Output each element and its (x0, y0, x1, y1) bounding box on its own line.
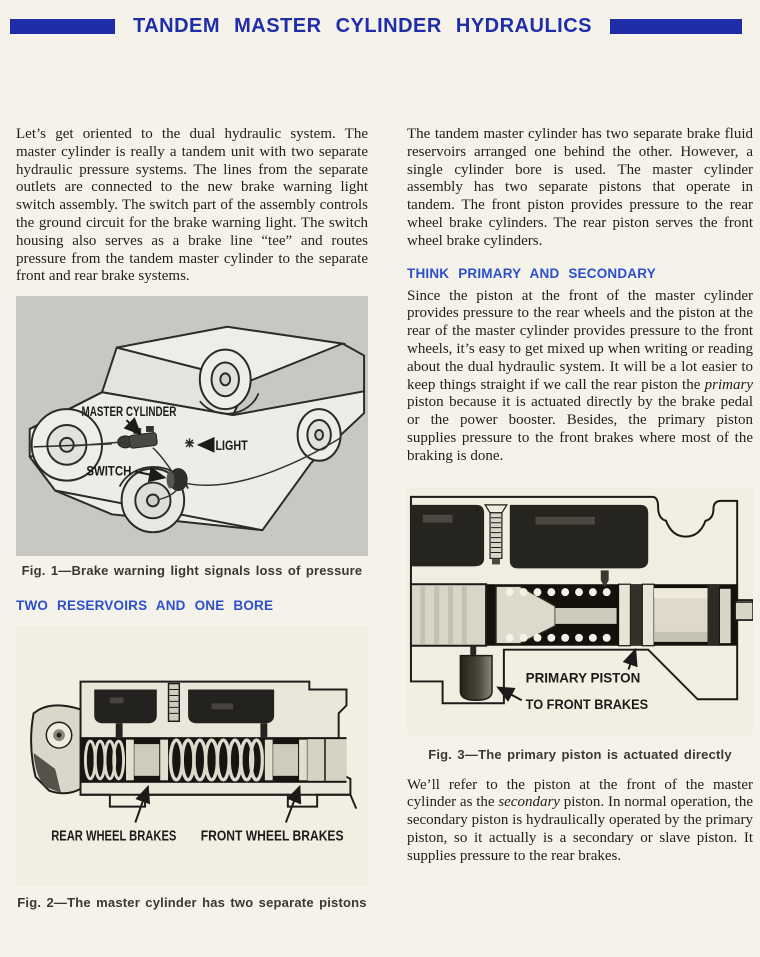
figure-3-caption: Fig. 3—The primary piston is actuated directly (428, 746, 732, 762)
figure-2-caption: Fig. 2—The master cylinder has two separate pistons (17, 895, 367, 911)
figure-1-caption: Fig. 1—Brake warning light signals loss of pressure (21, 563, 363, 579)
secondary-paragraph: We’ll refer to the piston at the front of the master cylinder as the secondary piston. In normal operation, the secondary piston is hydraulically operated by the primary piston, so it actually is a secondary or slave piston. It supplies pressure to the rear brakes. (407, 776, 753, 864)
intro-paragraph: Let’s get oriented to the dual hydraulic system. The master cylinder is really a tandem unit with two separate hydraulic pressure systems. The lines from the separate outlets are connected to the new brake warning light switch assembly. The switch part of the assembly controls the ground circuit for the brake warning light. The switch housing also serves as a brake line “tee” and routes pressure from the tandem master cylinder to the separate front and rear brake systems. (16, 126, 368, 285)
fig2-label-front-wheel-brakes: FRONT WHEEL BRAKES (200, 828, 344, 845)
right-column (407, 126, 753, 866)
primary-piston (264, 739, 346, 781)
fig3-label-to-front-brakes: TO FRONT BRAKES (525, 695, 649, 712)
figure-2-art (16, 626, 368, 886)
fig2-label-rear-wheel-brakes: REAR WHEEL BRAKES (51, 828, 177, 845)
figure-3-art (407, 487, 753, 735)
fig1-label-switch: SWITCH (86, 463, 132, 479)
header-bar-right (610, 19, 742, 34)
fig3-label-primary-piston: PRIMARY PISTON (525, 668, 641, 685)
master-cylinder-cutaway (16, 626, 368, 886)
secondary-piston (126, 739, 169, 781)
divider-screw (169, 684, 180, 722)
fig1-label-master-cylinder: MASTER CYLINDER (81, 404, 177, 420)
primary-piston-cutaway (407, 487, 753, 735)
fig3-push-rod (411, 584, 486, 646)
fig1-label-light: LIGHT (215, 437, 249, 454)
fig3-reservoir (411, 504, 648, 567)
section-heading-think-primary: THINK PRIMARY AND SECONDARY (407, 265, 656, 281)
figure-2 (16, 626, 368, 910)
page-header (10, 15, 742, 37)
figure-1 (16, 296, 368, 578)
switch-device (167, 469, 188, 491)
left-column (16, 126, 368, 910)
section-heading-two-reservoirs: TWO RESERVOIRS AND ONE BORE (16, 598, 274, 614)
reservoirs-paragraph: The tandem master cylinder has two separate brake fluid reservoirs arranged one behind the other. However, a single cylinder bore is used. The master cylinder assembly has two separate pistons that operate in tandem. The front piston provides pressure to the rear wheel brake cylinders. The rear piston serves the front wheel brake cylinders. (407, 126, 753, 249)
primary-paragraph: Since the piston at the front of the master cylinder provides pressure to the rear wheels and the piston at the rear of the master cylinder provides pressure to the front wheels, it’s easy to get mixed up when writing or reading about the dual hydraulic system. It will be a lot easier to keep things straight if we call the rear piston the primary piston because it is actuated directly by the brake pedal or the power booster. Besides, the primary piston supplies pressure to the front brakes where most of the braking is done. (407, 287, 753, 464)
warning-light-device (185, 439, 194, 448)
figure-1-art (16, 296, 368, 556)
car-illustration (16, 296, 368, 556)
figure-3 (407, 487, 753, 762)
header-bar-left (10, 19, 115, 34)
page-title: TANDEM MASTER CYLINDER HYDRAULICS (132, 15, 592, 37)
